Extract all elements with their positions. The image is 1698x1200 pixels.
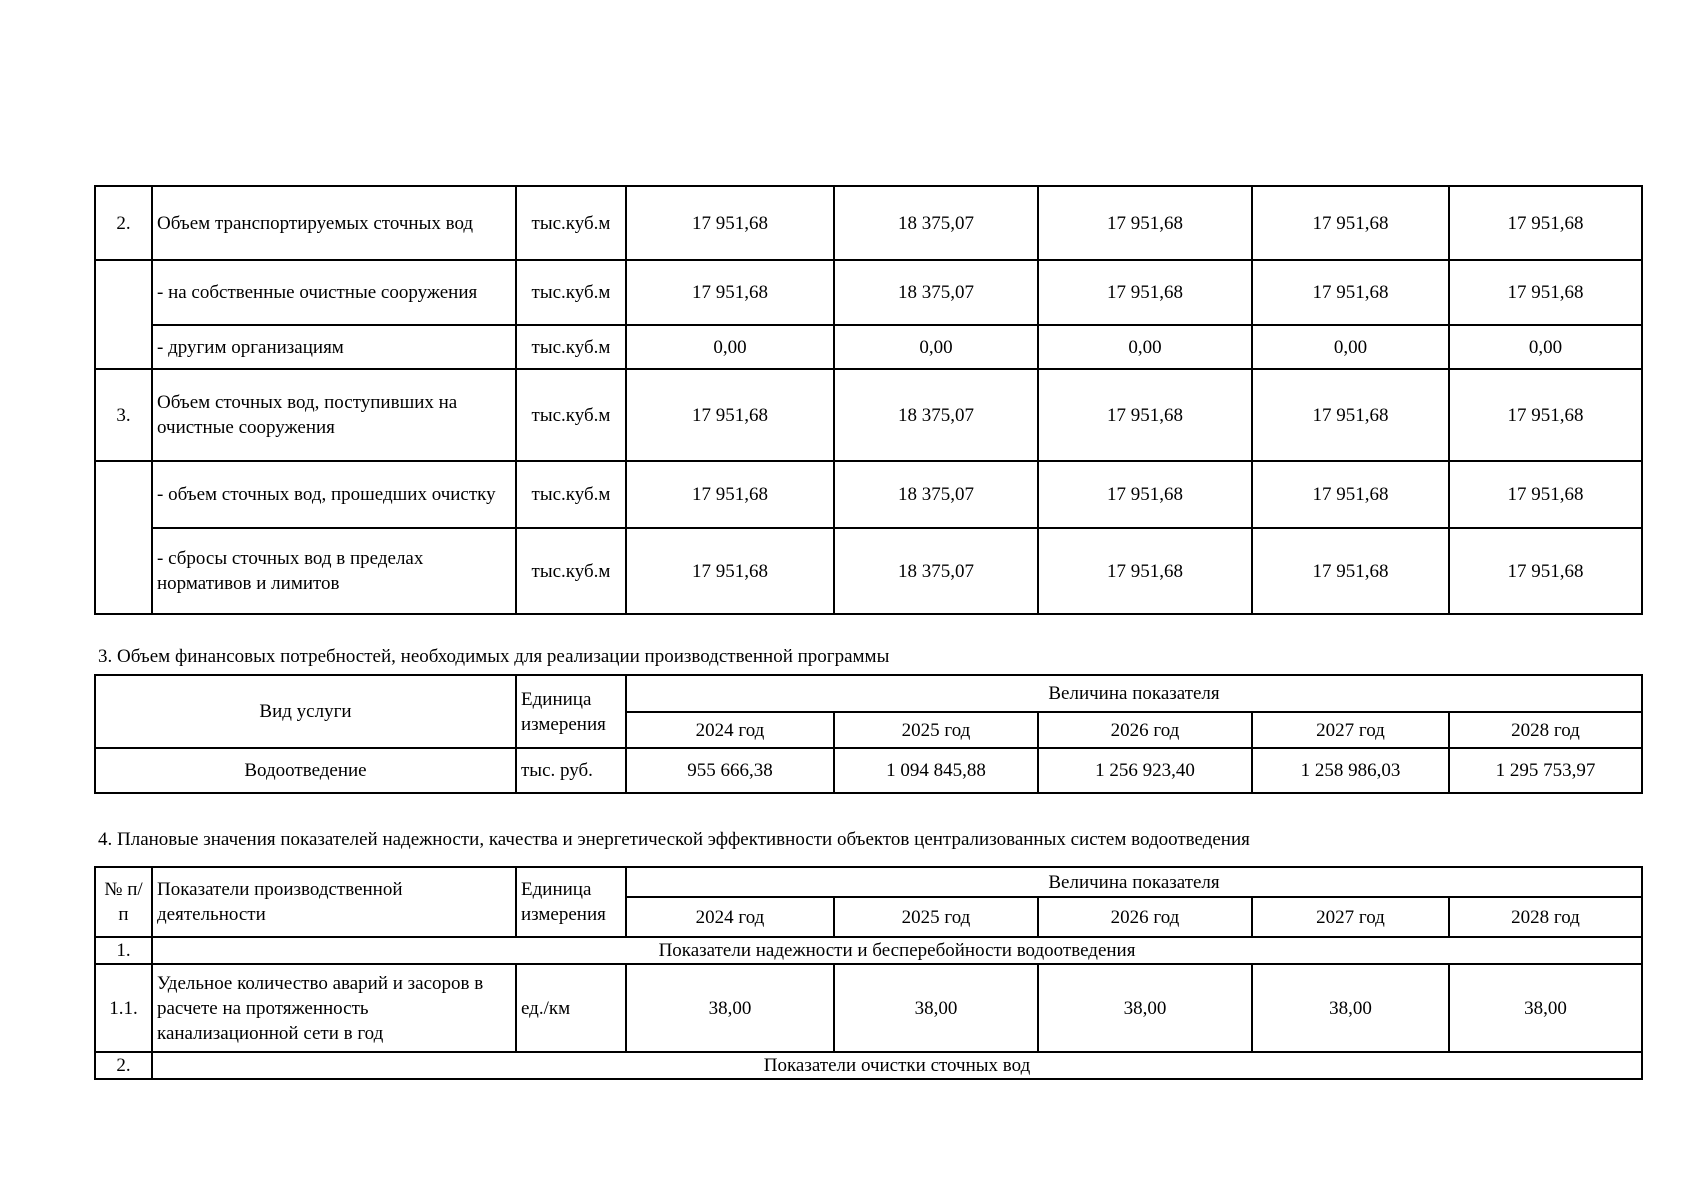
value-cell: 18 375,07 [834, 186, 1038, 260]
section-4-title: 4. Плановые значения показателей надежности, качества и энергетической эффективности объектов централизованных систем водоотведения [98, 829, 1250, 850]
value-cell: 17 951,68 [1252, 528, 1449, 614]
volume-table [94, 185, 1643, 615]
value-cell: 17 951,68 [1252, 461, 1449, 528]
value-cell: 17 951,68 [626, 461, 834, 528]
indicator-name: Удельное количество аварий и засоров в расчете на протяженность канализационной сети в год [152, 964, 516, 1052]
financial-table [94, 674, 1643, 794]
group-title: Показатели надежности и бесперебойности водоотведения [152, 937, 1642, 964]
unit-cell: ед./км [516, 964, 626, 1052]
value-cell: 38,00 [1038, 964, 1252, 1052]
table-row [95, 528, 1642, 614]
value-cell: 17 951,68 [1449, 186, 1642, 260]
value-cell: 38,00 [1252, 964, 1449, 1052]
row-number [95, 461, 152, 614]
row-number: 1.1. [95, 964, 152, 1052]
table-header-row [95, 675, 1642, 712]
header-year: 2025 год [834, 897, 1038, 937]
value-cell: 17 951,68 [1449, 461, 1642, 528]
value-cell: 0,00 [1038, 325, 1252, 369]
indicator-name: - сбросы сточных вод в пределах нормативов и лимитов [152, 528, 516, 614]
value-cell: 17 951,68 [1038, 186, 1252, 260]
header-year: 2025 год [834, 712, 1038, 748]
value-cell: 17 951,68 [626, 369, 834, 461]
value-cell: 17 951,68 [1038, 528, 1252, 614]
row-number: 2. [95, 1052, 152, 1079]
row-number: 1. [95, 937, 152, 964]
value-cell: 17 951,68 [1038, 461, 1252, 528]
header-year: 2027 год [1252, 712, 1449, 748]
header-year: 2026 год [1038, 712, 1252, 748]
value-cell: 1 258 986,03 [1252, 748, 1449, 793]
unit-cell: тыс. руб. [516, 748, 626, 793]
unit-cell: тыс.куб.м [516, 528, 626, 614]
indicator-name: - объем сточных вод, прошедших очистку [152, 461, 516, 528]
value-cell: 17 951,68 [1252, 369, 1449, 461]
table-row [95, 964, 1642, 1052]
group-title: Показатели очистки сточных вод [152, 1052, 1642, 1079]
header-num: № п/п [95, 867, 152, 937]
value-cell: 17 951,68 [1038, 260, 1252, 325]
value-cell: 0,00 [626, 325, 834, 369]
indicator-name: - другим организациям [152, 325, 516, 369]
unit-cell: тыс.куб.м [516, 186, 626, 260]
row-number [95, 260, 152, 369]
unit-cell: тыс.куб.м [516, 461, 626, 528]
header-year: 2024 год [626, 897, 834, 937]
value-cell: 18 375,07 [834, 369, 1038, 461]
value-cell: 1 295 753,97 [1449, 748, 1642, 793]
value-cell: 17 951,68 [1252, 260, 1449, 325]
row-number: 3. [95, 369, 152, 461]
value-cell: 17 951,68 [1449, 369, 1642, 461]
header-year: 2024 год [626, 712, 834, 748]
value-cell: 38,00 [834, 964, 1038, 1052]
value-cell: 0,00 [834, 325, 1038, 369]
header-value: Величина показателя [626, 675, 1642, 712]
value-cell: 17 951,68 [1449, 528, 1642, 614]
group-row [95, 937, 1642, 964]
header-year: 2028 год [1449, 897, 1642, 937]
section-3-title: 3. Объем финансовых потребностей, необходимых для реализации производственной программы [98, 646, 890, 667]
value-cell: 17 951,68 [626, 260, 834, 325]
header-service: Вид услуги [95, 675, 516, 748]
header-year: 2028 год [1449, 712, 1642, 748]
value-cell: 38,00 [626, 964, 834, 1052]
unit-cell: тыс.куб.м [516, 325, 626, 369]
value-cell: 17 951,68 [626, 528, 834, 614]
table-row [95, 325, 1642, 369]
header-unit: Единица измерения [516, 675, 626, 748]
unit-cell: тыс.куб.м [516, 260, 626, 325]
value-cell: 17 951,68 [1449, 260, 1642, 325]
row-number: 2. [95, 186, 152, 260]
value-cell: 0,00 [1449, 325, 1642, 369]
page-content [94, 0, 1641, 1200]
table-row [95, 748, 1642, 793]
indicator-name: Объем сточных вод, поступивших на очистные сооружения [152, 369, 516, 461]
value-cell: 0,00 [1252, 325, 1449, 369]
unit-cell: тыс.куб.м [516, 369, 626, 461]
value-cell: 18 375,07 [834, 260, 1038, 325]
header-value: Величина показателя [626, 867, 1642, 897]
header-year: 2026 год [1038, 897, 1252, 937]
value-cell: 17 951,68 [626, 186, 834, 260]
table-row [95, 461, 1642, 528]
value-cell: 18 375,07 [834, 528, 1038, 614]
table-row [95, 369, 1642, 461]
service-name: Водоотведение [95, 748, 516, 793]
indicator-name: Объем транспортируемых сточных вод [152, 186, 516, 260]
group-row [95, 1052, 1642, 1079]
value-cell: 17 951,68 [1038, 369, 1252, 461]
value-cell: 955 666,38 [626, 748, 834, 793]
value-cell: 1 256 923,40 [1038, 748, 1252, 793]
value-cell: 17 951,68 [1252, 186, 1449, 260]
header-unit: Единица измерения [516, 867, 626, 937]
value-cell: 18 375,07 [834, 461, 1038, 528]
table-row [95, 186, 1642, 260]
header-year: 2027 год [1252, 897, 1449, 937]
table-header-row [95, 867, 1642, 897]
value-cell: 1 094 845,88 [834, 748, 1038, 793]
header-indicator: Показатели производственной деятельности [152, 867, 516, 937]
indicators-table [94, 866, 1643, 1080]
table-row [95, 260, 1642, 325]
indicator-name: - на собственные очистные сооружения [152, 260, 516, 325]
value-cell: 38,00 [1449, 964, 1642, 1052]
